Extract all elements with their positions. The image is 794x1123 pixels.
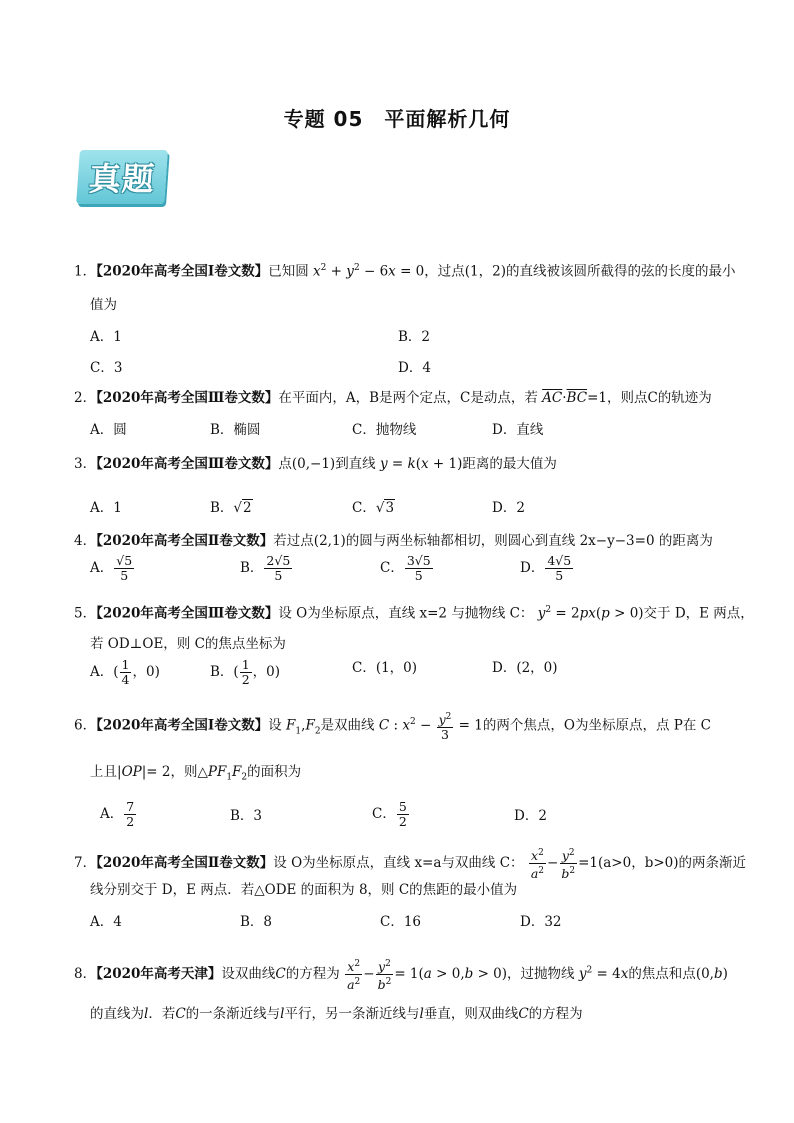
question-8-stem: 8．【2020年高考天津】设双曲线C的方程为 $\frac{x^2}{a^2}$ − $\frac{y^2}{b^2}$ = 1(a > 0,b > 0)，过抛物线 $y^2 = 4x$的焦点和点(0,b)	[74, 959, 728, 993]
q6-option-d[interactable]: D．2	[514, 808, 547, 824]
q5-option-a[interactable]: A．( $\frac{1}{4}$ ，0)	[90, 657, 160, 687]
q5-option-d[interactable]: D．(2，0)	[492, 660, 558, 676]
q3-option-b[interactable]: B．√2	[210, 500, 252, 516]
q3-option-c[interactable]: C．√3	[352, 500, 395, 516]
q3-option-a[interactable]: A．1	[90, 500, 122, 516]
q5-option-c[interactable]: C．(1，0)	[352, 660, 418, 676]
question-8-stem-cont: 的直线为l．若C的一条渐近线与l平行，另一条渐近线与l垂直，则双曲线C的方程为	[90, 1006, 583, 1022]
q2-option-c[interactable]: C．抛物线	[352, 422, 417, 438]
q1-option-b[interactable]: B．2	[398, 329, 431, 345]
question-3-stem: 3．【2020年高考全国Ⅲ卷文数】点(0,−1)到直线 y = k(x + 1)距离的最大值为	[74, 456, 557, 472]
question-7-stem: 7．【2020年高考全国Ⅱ卷文数】设 O为坐标原点，直线 x=a与双曲线 C： $\frac{x^2}{a^2}$ − $\frac{y^2}{b^2}$ =1(a>0，b>0)的两条渐近	[74, 848, 747, 882]
q6-option-c[interactable]: C． $\frac{5}{2}$	[372, 799, 407, 829]
question-4-stem: 4．【2020年高考全国Ⅱ卷文数】若过点(2,1)的圆与两坐标轴都相切，则圆心到直线 2x−y−3=0 的距离为	[74, 533, 713, 549]
q7-option-b[interactable]: B．8	[240, 914, 273, 930]
q1-option-a[interactable]: A．1	[90, 329, 122, 345]
q2-option-b[interactable]: B．椭圆	[210, 422, 261, 438]
question-1-stem: 1．【2020年高考全国Ⅰ卷文数】已知圆 $x^2 + y^2 - 6x = 0$，过点(1，2)的直线被该圆所截得的弦的长度的最小	[74, 263, 736, 280]
question-6-stem: 6．【2020年高考全国Ⅰ卷文数】设 $F_1,F_2$是双曲线 C : $x^2$ − $\frac{y^2}{3}$ = 1的两个焦点，O为坐标原点，点 P在 C	[74, 712, 711, 743]
question-1-stem-cont: 值为	[90, 297, 117, 313]
q4-option-a[interactable]: A． $\frac{√5}{5}$	[90, 553, 133, 583]
question-2-stem: 2．【2020年高考全国Ⅲ卷文数】在平面内，A，B是两个定点，C是动点，若 $\overline{AC}\cdot\overline{BC}=1$，则点C的轨迹为	[74, 390, 712, 406]
q4-option-d[interactable]: D． $\frac{4√5}{5}$	[520, 553, 572, 583]
question-5-stem: 5．【2020年高考全国Ⅲ卷文数】设 O为坐标原点，直线 x=2 与抛物线 C： $y^2 = 2px(p > 0)$交于 D，E 两点，	[74, 605, 754, 622]
q7-option-a[interactable]: A．4	[90, 914, 122, 930]
q4-option-b[interactable]: B． $\frac{2√5}{5}$	[240, 553, 291, 583]
q6-option-a[interactable]: A． $\frac{7}{2}$	[100, 799, 135, 829]
q1-option-d[interactable]: D．4	[398, 360, 431, 376]
q7-option-d[interactable]: D．32	[520, 914, 562, 930]
page-title: 专题 05 平面解析几何	[283, 107, 511, 131]
q4-option-c[interactable]: C． $\frac{3√5}{5}$	[380, 553, 431, 583]
q1-option-c[interactable]: C．3	[90, 360, 123, 376]
q6-option-b[interactable]: B．3	[230, 808, 263, 824]
question-5-stem-cont: 若 OD⊥OE，则 C的焦点坐标为	[90, 636, 286, 652]
q3-option-d[interactable]: D．2	[492, 500, 525, 516]
question-7-stem-cont: 线分别交于 D，E 两点．若△ODE 的面积为 8，则 C的焦距的最小值为	[90, 882, 518, 898]
question-6-stem-cont: 上且|OP|= 2，则$\triangle PF_1F_2$的面积为	[90, 764, 302, 783]
q2-option-d[interactable]: D．直线	[492, 422, 544, 438]
q5-option-b[interactable]: B．( $\frac{1}{2}$ ，0)	[210, 657, 280, 687]
q7-option-c[interactable]: C．16	[380, 914, 422, 930]
q2-option-a[interactable]: A．圆	[90, 422, 127, 438]
badge-label: 真题	[87, 160, 157, 198]
